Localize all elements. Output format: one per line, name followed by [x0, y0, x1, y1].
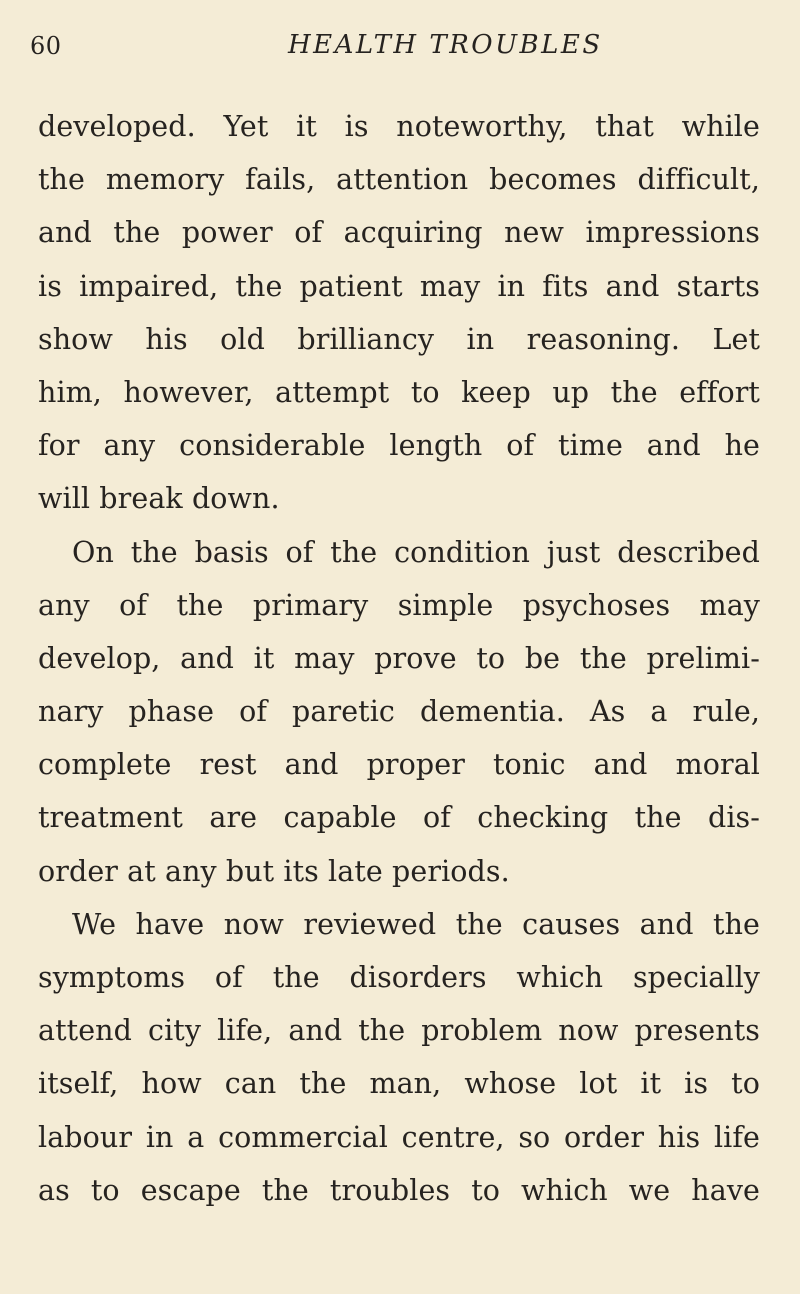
text-line: him, however, attempt to keep up the effort	[38, 375, 760, 409]
text-line: labour in a commercial centre, so order his life	[38, 1120, 760, 1154]
text-line: the memory fails, attention becomes difficult,	[38, 163, 760, 197]
text-line: show his old brilliancy in reasoning. Let	[38, 322, 760, 356]
text-line: treatment are capable of checking the dis-	[38, 801, 760, 835]
page-number: 60	[30, 32, 62, 60]
text-line: is impaired, the patient may in fits and starts	[38, 269, 760, 303]
text-line: any of the primary simple psychoses may	[38, 588, 760, 622]
text-line: will break down.	[38, 482, 280, 516]
text-line: for any considerable length of time and he	[38, 429, 760, 463]
text-line: as to escape the troubles to which we have	[38, 1173, 760, 1207]
text-line: We have now reviewed the causes and the	[72, 907, 760, 941]
text-line: develop, and it may prove to be the prelimi-	[38, 641, 760, 675]
text-line: developed. Yet it is noteworthy, that while	[38, 110, 760, 143]
running-head	[30, 30, 770, 70]
text-line: complete rest and proper tonic and moral	[38, 748, 760, 782]
body-text	[38, 100, 760, 1217]
text-line: and the power of acquiring new impressions	[38, 216, 760, 250]
text-line: On the basis of the condition just described	[72, 535, 760, 569]
running-title: HEALTH TROUBLES	[288, 30, 603, 60]
text-line: nary phase of paretic dementia. As a rule,	[38, 695, 760, 729]
text-line: itself, how can the man, whose lot it is to	[38, 1067, 760, 1101]
text-line: attend city life, and the problem now presents	[38, 1014, 760, 1048]
text-line: order at any but its late periods.	[38, 854, 510, 888]
text-line: symptoms of the disorders which specially	[38, 961, 760, 994]
